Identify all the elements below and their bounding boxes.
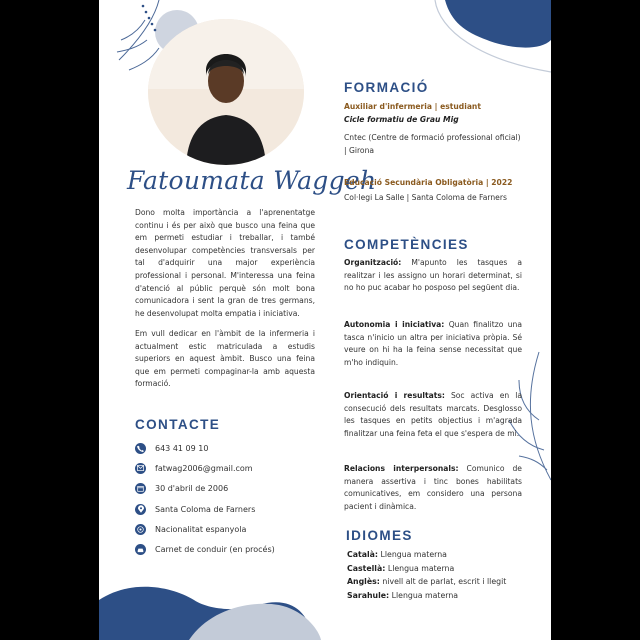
contact-birthdate [135,479,325,499]
profile-photo [148,19,304,165]
language-item [347,589,506,603]
contact-email-text: fatwag2006@gmail.com [155,463,253,473]
language-level: Llengua materna [389,590,459,600]
contact-location-text: Santa Coloma de Farners [155,504,256,514]
formacio-entry-2 [344,177,534,204]
formacio-entry-2-detail: Col·legi La Salle | Santa Coloma de Farners [344,192,507,202]
formacio-entry-1-title: Auxiliar d'infermeria | estudiant [344,102,481,111]
language-item [347,548,506,562]
competency-4-text: Comunico de manera assertiva i tinc bones habilitats comunicatives, em considero una persona pacient i dinàmica. [344,464,522,511]
contact-nationality [135,519,325,539]
competency-2-text: Quan finalitzo una tasca n'inicio un altra per iniciativa pròpia. Sé veure on hi ha la feina sense necessitat que m'ho indiquin. [344,320,523,367]
language-level: nivell alt de parlat, escrit i llegit [379,577,507,587]
language-item [347,562,506,576]
contact-birthdate-text: 30 d'abril de 2006 [155,484,229,494]
contact-list [135,438,325,560]
language-label: Anglès: [347,577,380,587]
contact-nationality-text: Nacionalitat espanyola [155,524,247,534]
competency-3 [344,390,522,440]
calendar-icon [135,483,146,494]
nationality-icon [135,524,146,535]
candidate-name: Fatoumata Waggeh [127,166,377,195]
competency-2-label: Autonomia i iniciativa: [344,320,445,329]
competency-4 [344,463,522,513]
car-icon [135,544,146,555]
contact-email[interactable] [135,458,325,478]
competency-3-label: Orientació i resultats: [344,391,445,400]
formacio-heading: FORMACIÓ [344,80,429,95]
formacio-entry-1 [344,101,522,157]
contact-license-text: Carnet de conduir (en procés) [155,545,275,555]
language-label: Sarahule: [347,590,390,600]
competency-1-label: Organització: [344,258,402,267]
language-label: Castellà: [347,563,386,573]
about-paragraph-2: Em vull dedicar en l'àmbit de la infermeria i actualment estic matriculada a estudis superiors en aquest àmbit. Busco una feina que em permeti compaginar-la amb aquesta formació. [135,329,315,389]
location-pin-icon [135,504,146,515]
language-level: Llengua materna [385,563,455,573]
formacio-entry-1-subtitle: Cicle formatiu de Grau Mig [344,114,459,124]
language-item [347,575,506,589]
contact-heading: CONTACTE [135,417,221,432]
contact-location [135,499,325,519]
competency-1-text: M'apunto les tasques a realitzar i les assigno un horari determinat, si no ho puc acabar ho posposo pel següent dia. [344,258,522,293]
formacio-entry-2-title: Educació Secundària Obligatòria | 2022 [344,178,513,187]
language-level: Llengua materna [378,550,447,559]
about-paragraph-1: Dono molta importància a l'aprenentatge continu i és per això que busco una feina que em permeti estudiar i treballar, i també desenvolupar competències transversals per tal d'adquirir una major experiència professional i personal. M'interessa una feina d'atenció al públic perquè són molt bona comunicadora i sent la gran de tres germans, he desenvolupat molta empatia i iniciativa. [135,208,315,318]
language-label: Català: [347,550,379,559]
competencies-heading: COMPETÈNCIES [344,237,469,252]
email-icon [135,463,146,474]
competency-4-label: Relacions interpersonals: [344,464,459,473]
contact-license [135,539,325,559]
idiomes-heading: IDIOMES [346,528,413,543]
competency-2 [344,319,522,369]
competency-3-text: Soc activa en la consecució dels resultats marcats. Desglosso les tasques en petits objectius i m'agrada finalitzar una feina feta el que s'espera de mi. [344,391,522,438]
contact-phone[interactable] [135,438,325,458]
cv-page [99,0,551,640]
contact-phone-text: 643 41 09 10 [155,443,209,453]
competency-1 [344,257,522,295]
idiomes-list [347,548,506,602]
phone-icon [135,443,146,454]
formacio-entry-1-detail: Cntec (Centre de formació professional oficial) | Girona [344,133,521,155]
